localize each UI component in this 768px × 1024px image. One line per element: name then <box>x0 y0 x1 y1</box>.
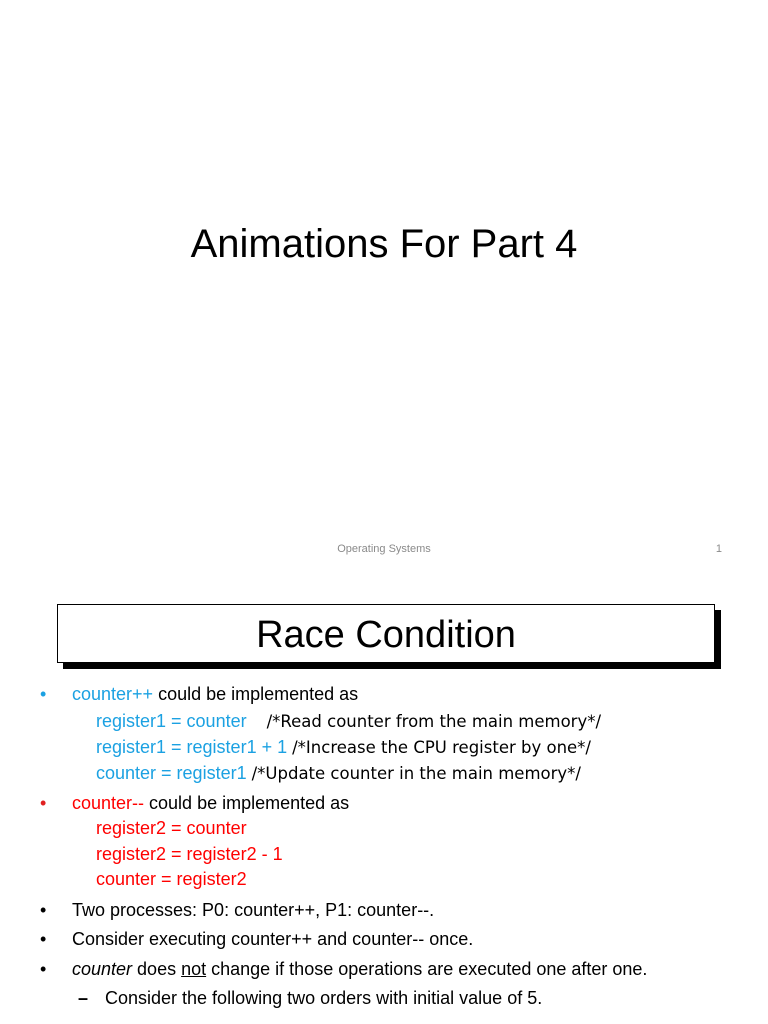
bullet-dot: • <box>40 793 47 813</box>
code-text: register1 = register1 + 1 <box>96 737 288 757</box>
slide-footer: Operating Systems <box>337 543 431 555</box>
bullet-item <box>72 683 358 705</box>
emphasis-text: counter <box>72 959 133 979</box>
code-line <box>96 736 591 759</box>
bullet-item <box>72 958 647 980</box>
bullet-item: Two processes: P0: counter++, P1: counter--. <box>72 900 435 920</box>
code-line: counter = register2 <box>96 869 247 889</box>
bullet-item: Consider executing counter++ and counter-- once. <box>72 929 474 949</box>
code-line: register2 = register2 - 1 <box>96 844 283 864</box>
spacer <box>247 711 267 731</box>
code-line: register2 = counter <box>96 818 247 838</box>
bullet-dot: • <box>40 929 47 949</box>
bullet-text: could be implemented as <box>153 684 359 704</box>
page-number: 1 <box>715 543 722 555</box>
code-line <box>96 762 581 785</box>
sub-bullet-item: Consider the following two orders with initial value of 5. <box>105 988 543 1008</box>
bullet-text: could be implemented as <box>144 793 350 813</box>
code-comment: /*Read counter from the main memory*/ <box>266 712 602 731</box>
code-comment: /*Update counter in the main memory*/ <box>251 764 581 783</box>
bullet-item <box>72 792 349 814</box>
bullet-text: does <box>132 959 182 979</box>
code-text: counter++ <box>72 684 154 704</box>
bullet-dot: • <box>40 900 47 920</box>
slide-title: Race Condition <box>256 614 516 656</box>
bullet-dot: • <box>40 959 47 979</box>
dash-marker: – <box>78 988 89 1008</box>
bullet-text: change if those operations are executed one after one. <box>206 959 648 979</box>
bullet-dot: • <box>40 684 47 704</box>
code-text: register1 = counter <box>96 711 247 731</box>
code-text: counter-- <box>72 793 145 813</box>
code-line <box>96 710 601 733</box>
code-text: counter = register1 <box>96 763 247 783</box>
underlined-text: not <box>181 959 207 979</box>
code-comment: /*Increase the CPU register by one*/ <box>292 738 591 757</box>
slide-2 <box>0 576 768 1024</box>
title-box <box>57 604 715 663</box>
slide-title: Animations For Part 4 <box>190 222 578 266</box>
